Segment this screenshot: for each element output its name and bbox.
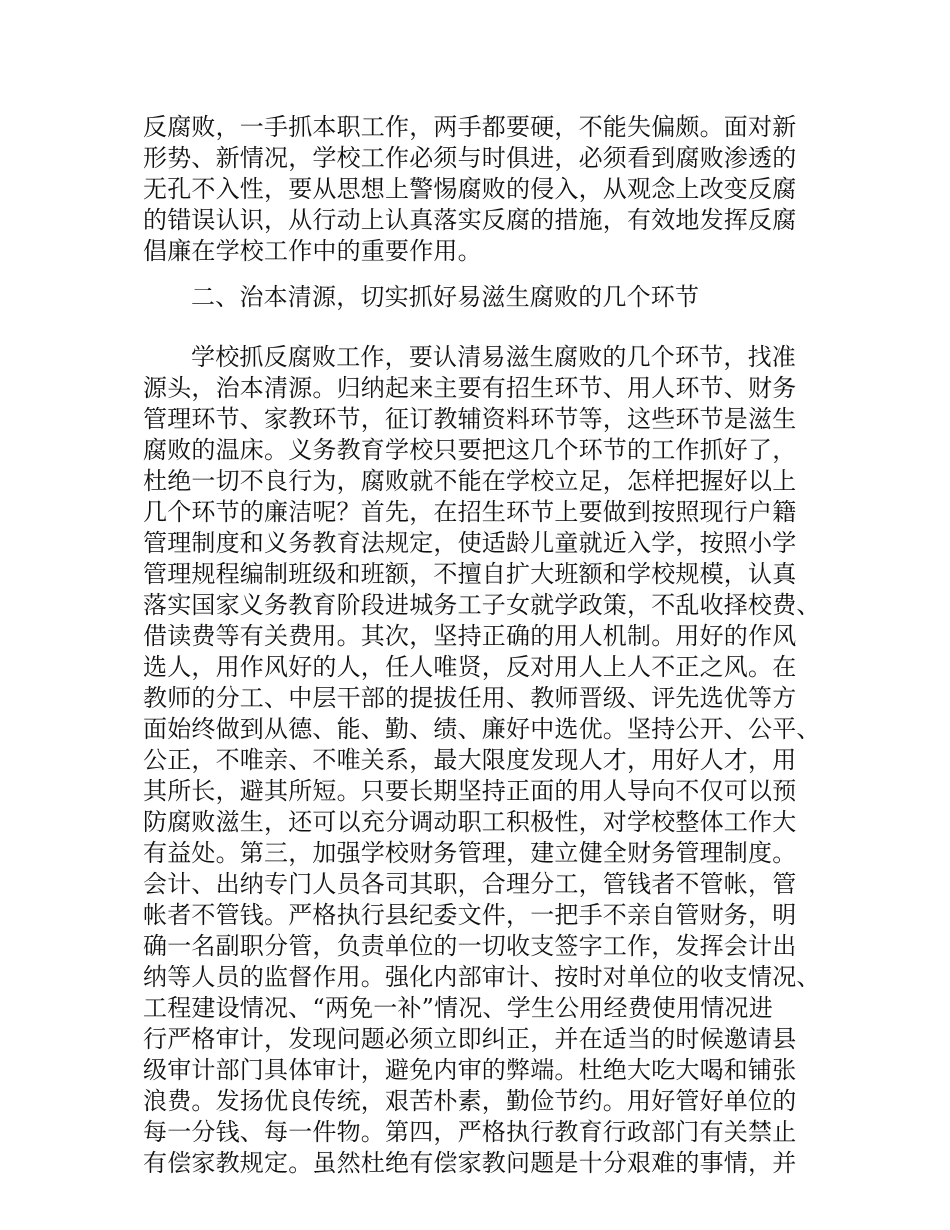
text-line: 工程建设情况、“两免一补”情况、学生公用经费使用情况进 — [143, 994, 773, 1022]
text-line: 公正，不唯亲、不唯关系，最大限度发现人才，用好人才，用 — [143, 746, 797, 774]
text-line: 确一名副职分管，负责单位的一切收支签字工作，发挥会计出 — [143, 932, 797, 960]
text-line: 行严格审计，发现问题必须立即纠正，并在适当的时候邀请县 — [143, 1025, 797, 1053]
section-heading-text: 二、治本清源，切实抓好易滋生腐败的几个环节 — [191, 283, 700, 311]
text-line: 纳等人员的监督作用。强化内部审计、按时对单位的收支情况、 — [143, 963, 821, 991]
text-line: 教师的分工、中层干部的提拔任用、教师晋级、评先选优等方 — [143, 684, 797, 712]
text-line: 腐败的温床。义务教育学校只要把这几个环节的工作抓好了， — [143, 436, 797, 464]
text-line: 防腐败滋生，还可以充分调动职工积极性，对学校整体工作大 — [143, 808, 797, 836]
text-line: 有偿家教规定。虽然杜绝有偿家教问题是十分艰难的事情，并 — [143, 1149, 797, 1177]
text-line: 会计、出纳专门人员各司其职，合理分工，管钱者不管帐，管 — [143, 870, 797, 898]
text-line: 源头，治本清源。归纳起来主要有招生环节、用人环节、财务 — [143, 374, 797, 402]
text-line: 管理制度和义务教育法规定，使适龄儿童就近入学，按照小学 — [143, 529, 797, 557]
text-line: 借读费等有关费用。其次，坚持正确的用人机制。用好的作风 — [143, 622, 797, 650]
text-line: 学校抓反腐败工作，要认清易滋生腐败的几个环节，找准 — [191, 343, 796, 371]
text-line: 落实国家义务教育阶段进城务工子女就学政策，不乱收择校费、 — [143, 591, 821, 619]
text-line: 有益处。第三，加强学校财务管理，建立健全财务管理制度。 — [143, 839, 797, 867]
text-line: 浪费。发扬优良传统，艰苦朴素，勤俭节约。用好管好单位的 — [143, 1087, 797, 1115]
paragraph-continuation — [143, 112, 815, 267]
text-line: 选人，用作风好的人，任人唯贤，反对用人上人不正之风。在 — [143, 653, 797, 681]
text-line: 反腐败，一手抓本职工作，两手都要硬，不能失偏颇。面对新 — [143, 113, 797, 141]
text-line: 每一分钱、每一件物。第四，严格执行教育行政部门有关禁止 — [143, 1118, 797, 1146]
text-line: 面始终做到从德、能、勤、绩、廉好中选优。坚持公开、公平、 — [143, 715, 821, 743]
text-line: 管理规程编制班级和班额，不擅自扩大班额和学校规模，认真 — [143, 560, 797, 588]
text-line: 形势、新情况，学校工作必须与时俱进，必须看到腐败渗透的 — [143, 144, 797, 172]
section-heading — [143, 282, 815, 313]
body-paragraph — [143, 342, 821, 1179]
text-line: 级审计部门具体审计，避免内审的弊端。杜绝大吃大喝和铺张 — [143, 1056, 797, 1084]
text-line: 倡廉在学校工作中的重要作用。 — [143, 237, 482, 265]
text-line: 其所长，避其所短。只要长期坚持正面的用人导向不仅可以预 — [143, 777, 797, 805]
text-line: 的错误认识，从行动上认真落实反腐的措施，有效地发挥反腐 — [143, 206, 797, 234]
text-line: 杜绝一切不良行为，腐败就不能在学校立足，怎样把握好以上 — [143, 467, 797, 495]
text-line: 帐者不管钱。严格执行县纪委文件，一把手不亲自管财务，明 — [143, 901, 797, 929]
text-line: 管理环节、家教环节，征订教辅资料环节等，这些环节是滋生 — [143, 405, 797, 433]
text-line: 几个环节的廉洁呢？首先，在招生环节上要做到按照现行户籍 — [143, 498, 797, 526]
text-line: 无孔不入性，要从思想上警惕腐败的侵入，从观念上改变反腐 — [143, 175, 797, 203]
